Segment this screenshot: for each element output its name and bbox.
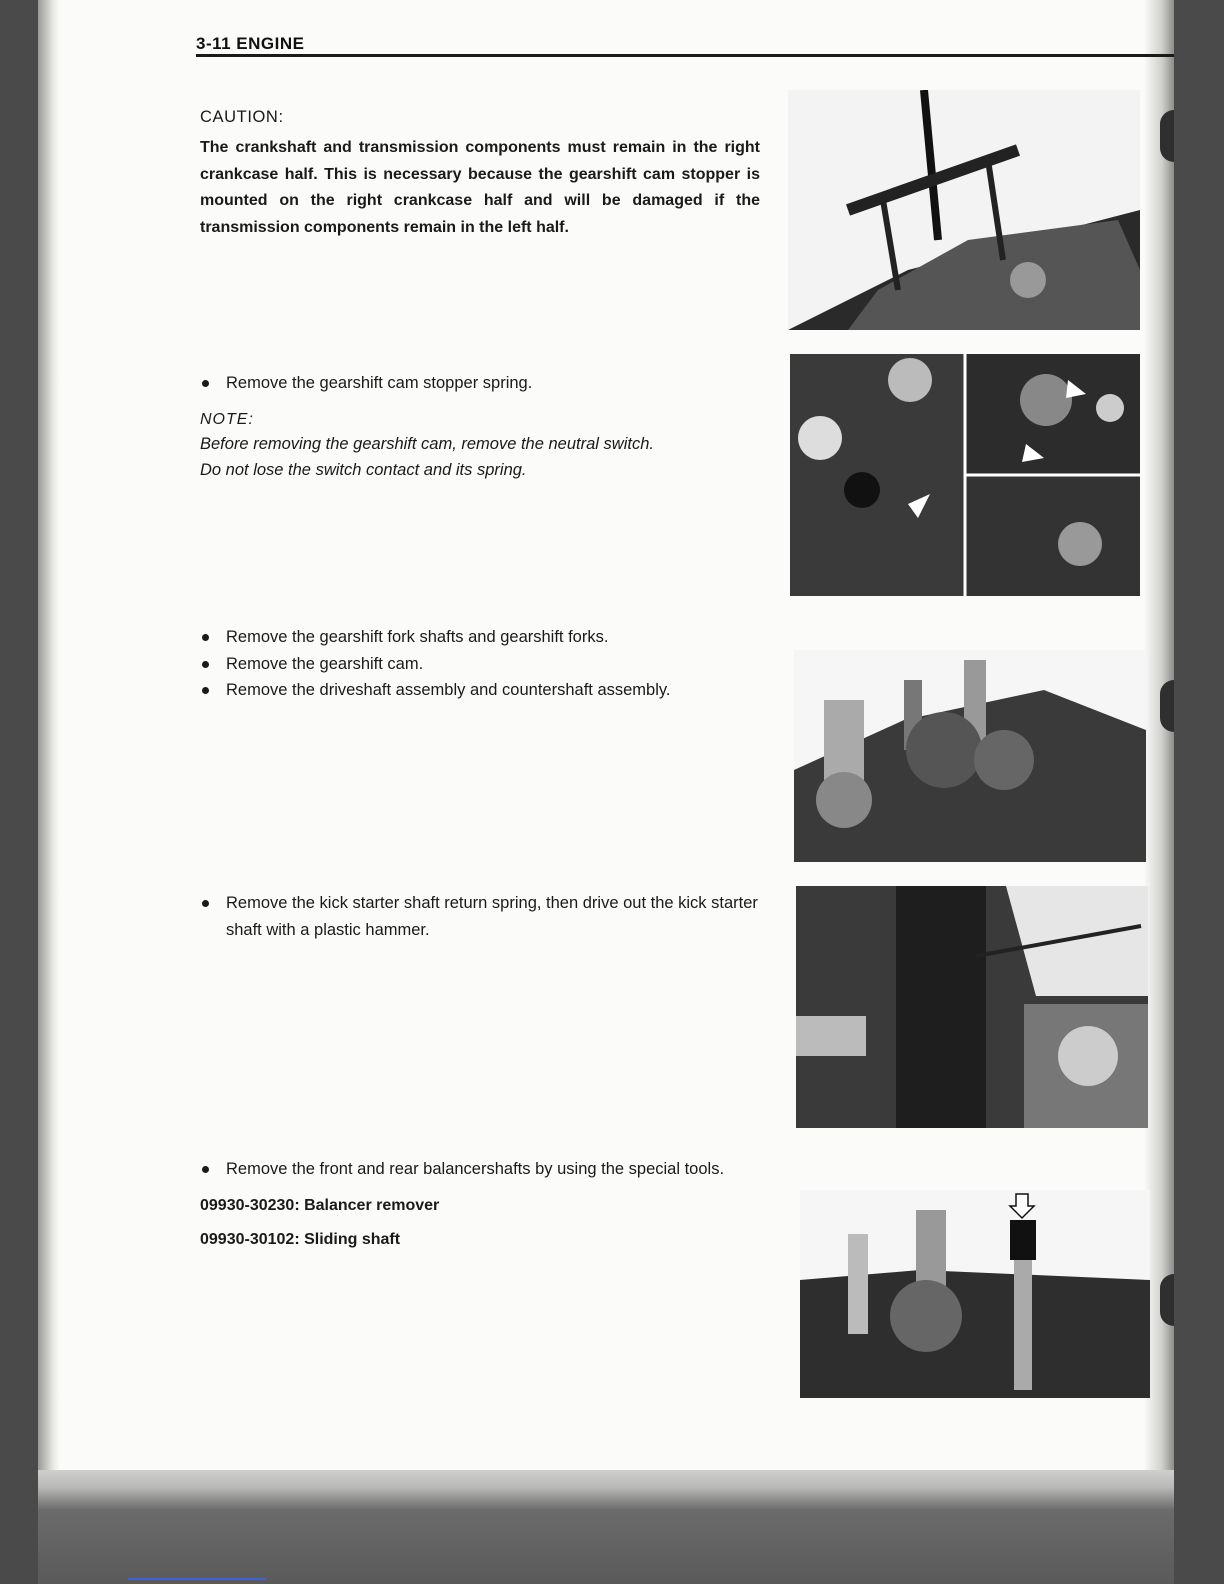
header-rule	[196, 54, 1174, 57]
list-item: Remove the gearshift cam stopper spring.	[200, 370, 760, 397]
photo-neutral-switch	[790, 354, 1140, 596]
tool-illustration-icon	[788, 90, 1140, 330]
binder-tab-mark	[1160, 680, 1174, 732]
photo-kick-starter-shaft	[796, 886, 1148, 1128]
caution-block	[200, 108, 760, 241]
balancer-illustration-icon	[800, 1190, 1150, 1398]
caution-body: The crankshaft and transmission components must remain in the right crankcase half. This is necessary because the gearshift cam stopper is mounted on the right crankcase half and will be damaged if the transmission components remain in the left half.	[200, 139, 760, 236]
bullet-list	[200, 890, 760, 943]
page-header: 3-11 ENGINE	[196, 34, 305, 53]
switch-illustration-icon	[790, 354, 1140, 596]
list-item: Remove the gearshift fork shafts and gearshift forks.	[200, 624, 760, 651]
page-gutter-shadow	[38, 0, 60, 1490]
binder-tab-mark	[1160, 1274, 1174, 1326]
note-line: Before removing the gearshift cam, remove the neutral switch.	[200, 434, 654, 453]
list-item: Remove the kick starter shaft return spring, then drive out the kick starter shaft with a plastic hammer.	[200, 890, 760, 943]
tool-item: 09930-30102: Sliding shaft	[200, 1230, 401, 1248]
binder-tab-mark	[1160, 110, 1174, 162]
shafts-illustration-icon	[794, 650, 1146, 862]
list-item: Remove the driveshaft assembly and countershaft assembly.	[200, 677, 760, 704]
scan-edge-line	[128, 1578, 266, 1580]
note-line: Do not lose the switch contact and its spring.	[200, 460, 527, 479]
caution-title: CAUTION:	[200, 108, 284, 126]
section-gearshift	[200, 624, 760, 704]
section-balancershafts	[200, 1156, 760, 1257]
photo-balancershafts-tool	[800, 1190, 1150, 1398]
kick-starter-illustration-icon	[796, 886, 1148, 1128]
list-item: Remove the front and rear balancershafts by using the special tools.	[200, 1156, 760, 1183]
photo-transmission-shafts	[794, 650, 1146, 862]
bullet-list	[200, 370, 760, 397]
manual-page	[38, 0, 1174, 1490]
scan-bottom-shadow	[38, 1470, 1174, 1584]
note-title: NOTE:	[200, 410, 254, 428]
section-cam-stopper	[200, 370, 760, 483]
note-body	[200, 431, 760, 483]
bullet-list	[200, 1156, 760, 1183]
section-kick-starter	[200, 890, 760, 943]
bullet-list	[200, 624, 760, 704]
special-tools-list	[200, 1189, 760, 1257]
tool-item: 09930-30230: Balancer remover	[200, 1196, 440, 1214]
list-item: Remove the gearshift cam.	[200, 651, 760, 678]
photo-crankcase-separator-tool	[788, 90, 1140, 330]
